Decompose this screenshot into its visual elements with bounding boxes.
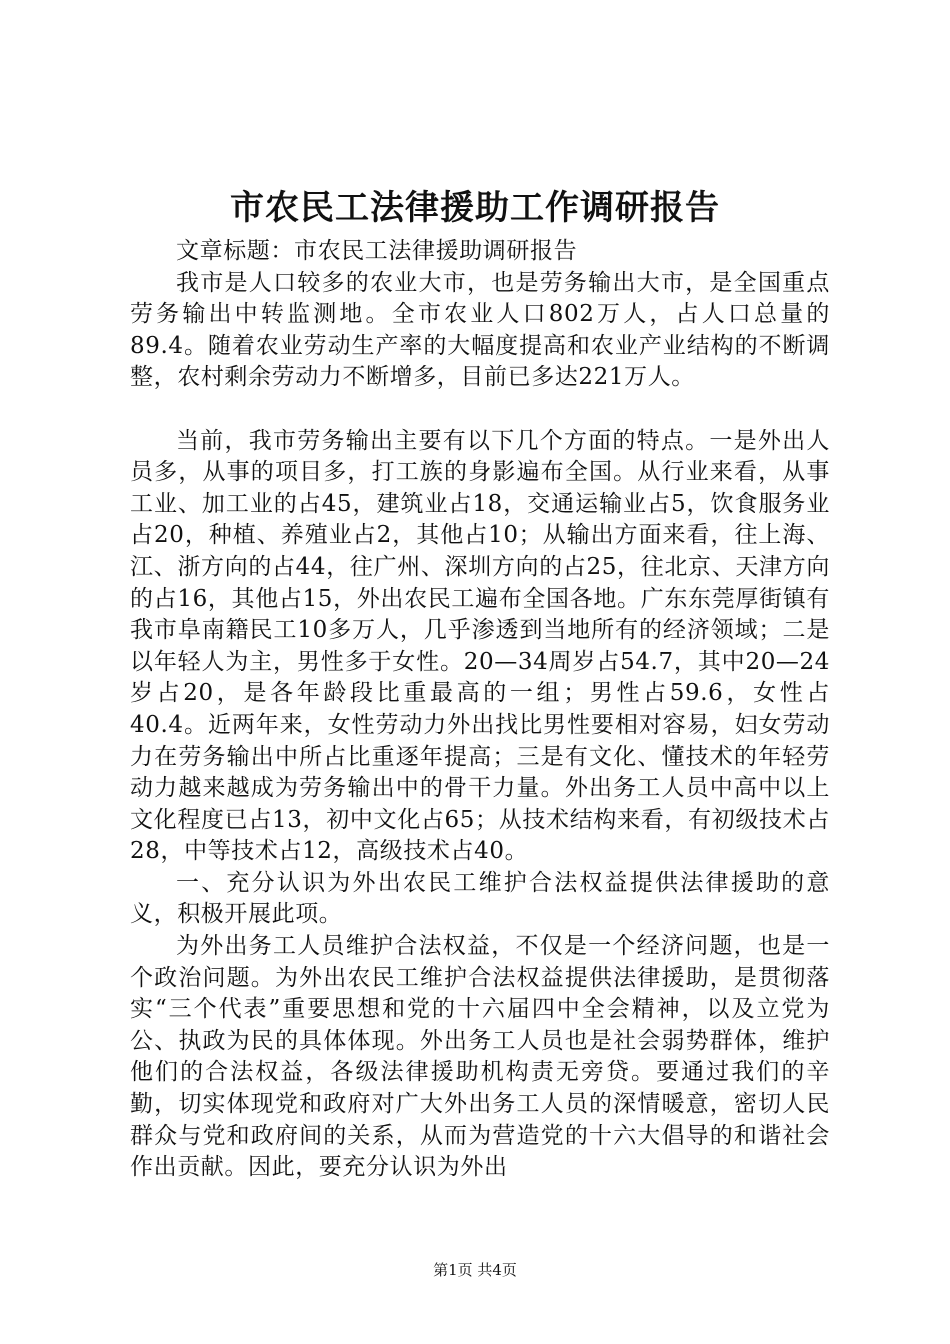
document-body	[130, 236, 830, 1184]
document-title: 市农民工法律援助工作调研报告	[230, 188, 720, 228]
paragraph-characteristics: 当前，我市劳务输出主要有以下几个方面的特点。一是外出人员多，从事的项目多，打工族的身影遍布全国。从行业来看，从事工业、加工业的占45，建筑业占18，交通运输业占5，饮食服务业占20，种植、养殖业占2，其他占10；从输出方面来看，往上海、江、浙方向的占44，往广州、深圳方向的占25，往北京、天津方向的占16，其他占15，外出农民工遍布全国各地。广东东莞厚街镇有我市阜南籍民工10多万人，几乎渗透到当地所有的经济领域；二是以年轻人为主，男性多于女性。20—34周岁占54.7，其中20—24岁占20，是各年龄段比重最高的一组；男性占59.6，女性占40.4。近两年来，女性劳动力外出找比男性要相对容易，妇女劳动力在劳务输出中所占比重逐年提高；三是有文化、懂技术的年轻劳动力越来越成为劳务输出中的骨干力量。外出务工人员中高中以上文化程度已占13，初中文化占65；从技术结构来看，有初级技术占28，中等技术占12，高级技术占40。	[130, 427, 830, 865]
page-footer: 第1页 共4页	[433, 1261, 517, 1279]
paragraph-significance: 为外出务工人员维护合法权益，不仅是一个经济问题，也是一个政治问题。为外出农民工维护合法权益提供法律援助，是贯彻落实“三个代表”重要思想和党的十六届四中全会精神，以及立党为公、执政为民的具体体现。外出务工人员也是社会弱势群体，维护他们的合法权益，各级法律援助机构责无旁贷。要通过我们的辛勤，切实体现党和政府对广大外出务工人员的深情暖意，密切人民群众与党和政府间的关系，从而为营造党的十六大倡导的和谐社会作出贡献。因此，要充分认识为外出	[130, 933, 830, 1181]
section-heading-1: 一、充分认识为外出农民工维护合法权益提供法律援助的意义，积极开展此项。	[130, 869, 830, 928]
article-title-line: 文章标题：市农民工法律援助调研报告	[176, 238, 578, 264]
paragraph-intro: 我市是人口较多的农业大市，也是劳务输出大市，是全国重点劳务输出中转监测地。全市农业人口802万人，占人口总量的89.4。随着农业劳动生产率的大幅度提高和农业产业结构的不断调整，农村剩余劳动力不断增多，目前已多达221万人。	[130, 269, 830, 391]
